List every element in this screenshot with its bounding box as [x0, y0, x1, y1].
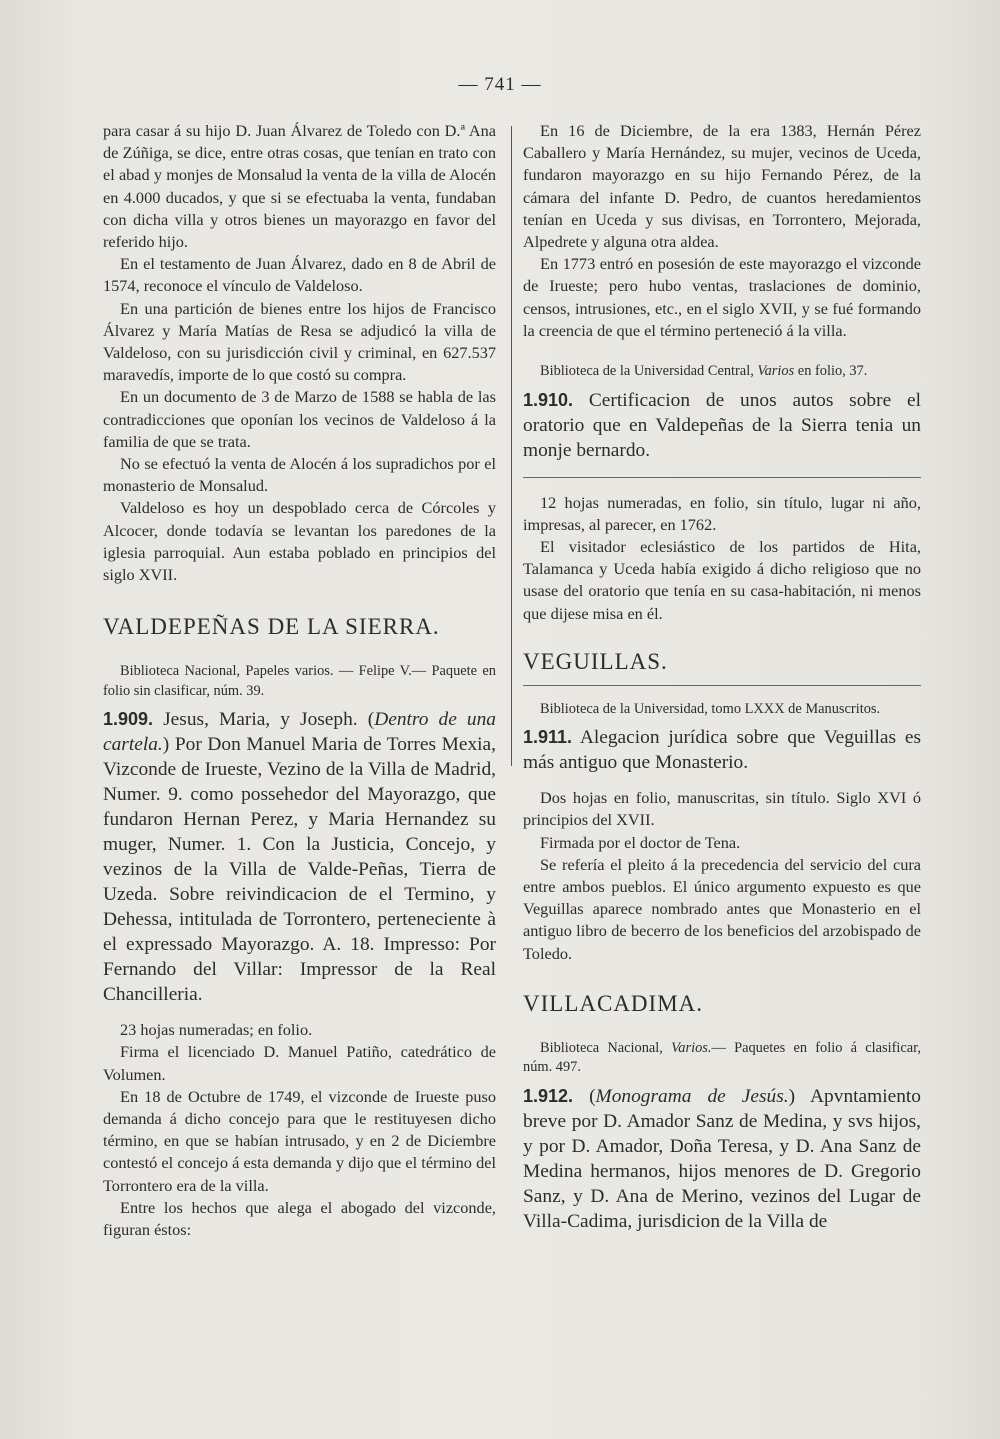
entry-source-text: en folio, 37. — [794, 363, 868, 380]
paragraph: En 18 de Octubre de 1749, el vizconde de Irueste puso demanda á dicho concejo para que le restituyesen dicho término, en que se habían intrusado, y en 2 de Diciembre contestó el concejo á esta demanda y dijo que el término del Torrontero era de la villa. — [103, 1086, 496, 1195]
paragraph: Entre los hechos que alega el abogado del vizconde, figuran éstos: — [103, 1197, 496, 1240]
entry-title — [523, 725, 921, 775]
entry-title-text: ( — [573, 1085, 596, 1107]
paragraph: Firmada por el doctor de Tena. — [540, 832, 741, 852]
paragraph: Dos hojas en folio, manuscritas, sin título. Siglo XVI ó principios del XVII. — [523, 788, 921, 830]
paragraph: No se efectuó la venta de Alocén á los supradichos por el monasterio de Monsalud. — [103, 454, 496, 496]
entry-1910 — [523, 362, 921, 625]
paragraph: En el testamento de Juan Álvarez, dado en 8 de Abril de 1574, reconoce el vínculo de Valdeloso. — [103, 254, 496, 296]
entry-source-italic: Varios — [757, 363, 795, 380]
right-column — [523, 120, 921, 1234]
paragraph: En 1773 entró en posesión de este mayorazgo el vizconde de Irueste; pero hubo ventas, traslaciones de dominio, censos, intrusiones, etc., en el siglo XVII, y se fué formando la creencia de que el término perteneció á la villa. — [523, 254, 921, 340]
separator-rule — [523, 685, 921, 686]
separator-rule — [523, 477, 921, 478]
page-number: — 741 — — [458, 74, 542, 95]
paragraph: 23 hojas numeradas; en folio. — [120, 1020, 313, 1040]
entry-title-italic: Monograma de Jesús. — [595, 1085, 789, 1107]
paragraph: Valdeloso es hoy un despoblado cerca de Córcoles y Alcocer, donde todavía se levantan los paredones de la iglesia parroquial. Aun estaba poblado en principios del siglo XVII. — [103, 498, 496, 585]
entry-source-text: Biblioteca de la Universidad Central, — [540, 363, 758, 380]
entry-1909 — [103, 662, 496, 1241]
section-heading: VALDEPEÑAS DE LA SIERRA. — [103, 614, 440, 640]
entry-title-text: ) Apvntamiento breve por D. Amador Sanz de Medina, y svs hijos, y por D. Amador, Doña Teresa, y D. Ana Sanz de Medina hermanos, hijos menores de D. Gregorio Sanz, y D. Ana de Merino, vezinos del Lugar de Villa-Cadima, jurisdicion de la Villa de — [523, 1085, 921, 1232]
entry-title-text: Alegacion jurídica sobre que Veguillas es más antiguo que Monasterio. — [523, 727, 921, 774]
section-heading: VEGUILLAS. — [523, 648, 668, 674]
entry-source — [523, 1039, 921, 1078]
paragraph: El visitador eclesiástico de los partidos de Hita, Talamanca y Uceda había exigido á dicho religioso que no usase del oratorio que tenía en su casa-habitación, ni menos que dijese misa en él. — [523, 536, 921, 623]
paragraph: En una partición de bienes entre los hijos de Francisco Álvarez y María Matías de Resa se adjudicó la villa de Valdeloso, con su jurisdicción civil y criminal, en 627.537 maravedís, importe de lo que costó su compra. — [103, 298, 496, 385]
entry-number: 1.909. — [103, 709, 154, 730]
entry-1912 — [523, 1039, 921, 1234]
entry-1911 — [523, 700, 921, 965]
entry-source: Biblioteca Nacional, Papeles varios. — Felipe V.— Paquete en folio sin clasificar, núm. 39. — [103, 663, 496, 699]
entry-title-text: ) Por Don Manuel Maria de Torres Mexia, Vizconde de Irueste, Vezino de la Villa de Madrid, Numer. 9. como possehedor del Mayorazgo, que fundaron Hernan Perez, y Maria Hernandez su muger, Numer. 1. Con la Justicia, Concejo, y vezinos de la Villa de Valde-Peñas, Tierra de Uzeda. Sobre reivindicacion de el Termino, y Dehessa, intitulada de Torrontero, perteneciente à el expressado Mayorazgo. A. 18. Impresso: Por Fernando del Villar: Impressor de la Real Chancilleria. — [103, 734, 496, 1006]
entry-source — [523, 362, 921, 382]
paragraph: 12 hojas numeradas, en folio, sin título, lugar ni año, impresas, al parecer, en 1762. — [523, 492, 921, 534]
entry-title — [523, 1084, 921, 1234]
left-column — [103, 120, 496, 1241]
section-heading: VILLACADIMA. — [523, 990, 704, 1016]
entry-source-text: — Paquetes en folio á clasificar, núm. 497. — [523, 1039, 921, 1076]
paragraph: En 16 de Diciembre, de la era 1383, Hernán Pérez Caballero y María Hernández, su mujer, vecinos de Uceda, fundaron mayorazgo en su hijo Fernando Pérez, de la cámara del infante D. Pedro, de cuantos heredamientos tenían en Uceda y sus divisas, en Torrontero, Mejorada, Alpedrete y alguna otra aldea. — [523, 121, 921, 252]
entry-number: 1.910. — [523, 389, 574, 410]
paragraph: Firma el licenciado D. Manuel Patiño, catedrático de Volumen. — [103, 1042, 496, 1084]
entry-source-italic: Varios. — [671, 1039, 712, 1056]
entry-number: 1.911. — [523, 727, 573, 748]
entry-number: 1.912. — [523, 1085, 574, 1106]
entry-title-text: Jesus, Maria, y Joseph. ( — [153, 709, 375, 731]
entry-title-text: Certificacion de unos autos sobre el oratorio que en Valdepeñas de la Sierra tenia un monje bernardo. — [523, 389, 921, 461]
entry-title — [103, 707, 496, 1007]
paragraph: para casar á su hijo D. Juan Álvarez de Toledo con D.ª Ana de Zúñiga, se dice, entre otras cosas, que tenían en trato con el abad y monjes de Monsalud la venta de la villa de Alocén en 4.000 ducados, y que si se efectuaba la venta, fundaban con dicha villa y otros bienes un mayorazgo en favor del referido hijo. — [103, 121, 496, 252]
column-divider — [511, 126, 512, 766]
entry-source-text: Biblioteca Nacional, — [540, 1039, 672, 1056]
entry-source: Biblioteca de la Universidad, tomo LXXX de Manuscritos. — [540, 700, 881, 717]
paragraph: Se refería el pleito á la precedencia del servicio del cura entre ambos pueblos. El único argumento expuesto es que Veguillas aparece nombrado antes que Monasterio en el antiguo libro de becerro de los beneficios del arzobispado de Toledo. — [523, 854, 921, 963]
entry-title-italic: Dentro de una cartela. — [103, 709, 496, 756]
paragraph: En un documento de 3 de Marzo de 1588 se habla de las contradicciones que oponían los vecinos de Valdeloso á la familia de que se trata. — [103, 387, 496, 451]
entry-title — [523, 388, 921, 463]
